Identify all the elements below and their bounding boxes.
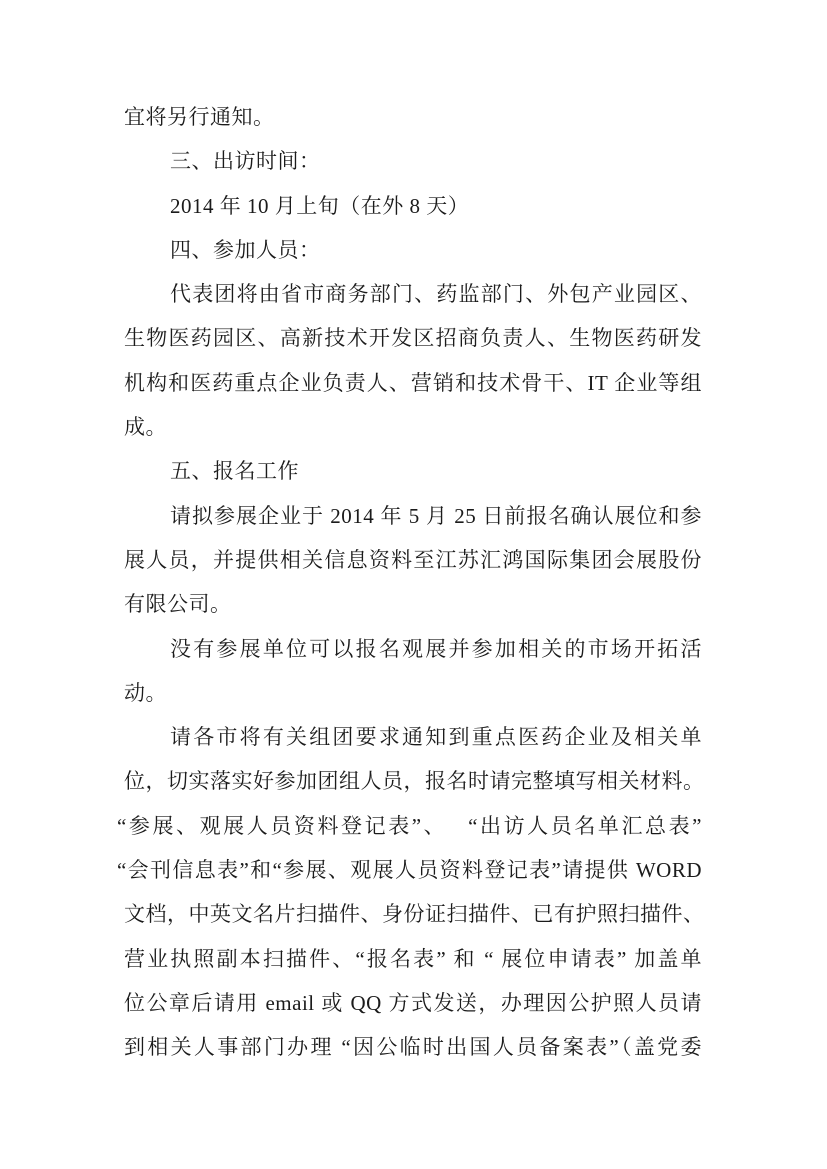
document-line-5: 代表团将由省市商务部门、药监部门、外包产业园区、 <box>170 282 702 307</box>
document-line-10: 请拟参展企业于 2014 年 5 月 25 日前报名确认展位和参 <box>170 503 702 528</box>
document-line-22: 到相关人事部门办理 “因公临时出国人员备案表”（盖党委 <box>124 1035 702 1060</box>
document-line-20: 营业执照副本扫描件、“报名表” 和 “ 展位申请表” 加盖单 <box>124 946 702 971</box>
document-line-12: 有限公司。 <box>124 592 232 617</box>
document-line-3: 2014 年 10 月上旬（在外 8 天） <box>170 193 470 218</box>
document-line-14: 动。 <box>124 680 167 705</box>
document-line-16: 位，切实落实好参加团组人员，报名时请完整填写相关材料。 <box>124 769 705 794</box>
document-line-11: 展人员，并提供相关信息资料至江苏汇鸿国际集团会展股份 <box>124 547 702 572</box>
document-line-6: 生物医药园区、高新技术开发区招商负责人、生物医药研发 <box>124 326 702 351</box>
document-line-21: 位公章后请用 email 或 QQ 方式发送，办理因公护照人员请 <box>124 990 702 1015</box>
document-line-9: 五、报名工作 <box>170 459 299 484</box>
document-line-15: 请各市将有关组团要求通知到重点医药企业及相关单 <box>170 725 702 750</box>
document-line-4: 四、参加人员： <box>170 237 321 262</box>
document-line-7: 机构和医药重点企业负责人、营销和技术骨干、IT 企业等组 <box>124 370 702 395</box>
document-line-19: 文档，中英文名片扫描件、身份证扫描件、已有护照扫描件、 <box>124 902 705 927</box>
document-line-8: 成。 <box>124 415 167 440</box>
document-line-18: “会刊信息表”和“参展、观展人员资料登记表”请提供 WORD <box>117 858 702 883</box>
document-line-17: “参展、观展人员资料登记表”、 “出访人员名单汇总表” <box>117 813 702 838</box>
document-line-1: 宜将另行通知。 <box>124 105 275 129</box>
document-body <box>117 95 705 1070</box>
document-line-13: 没有参展单位可以报名观展并参加相关的市场开拓活 <box>170 636 702 661</box>
document-line-2: 三、出访时间： <box>170 149 321 174</box>
